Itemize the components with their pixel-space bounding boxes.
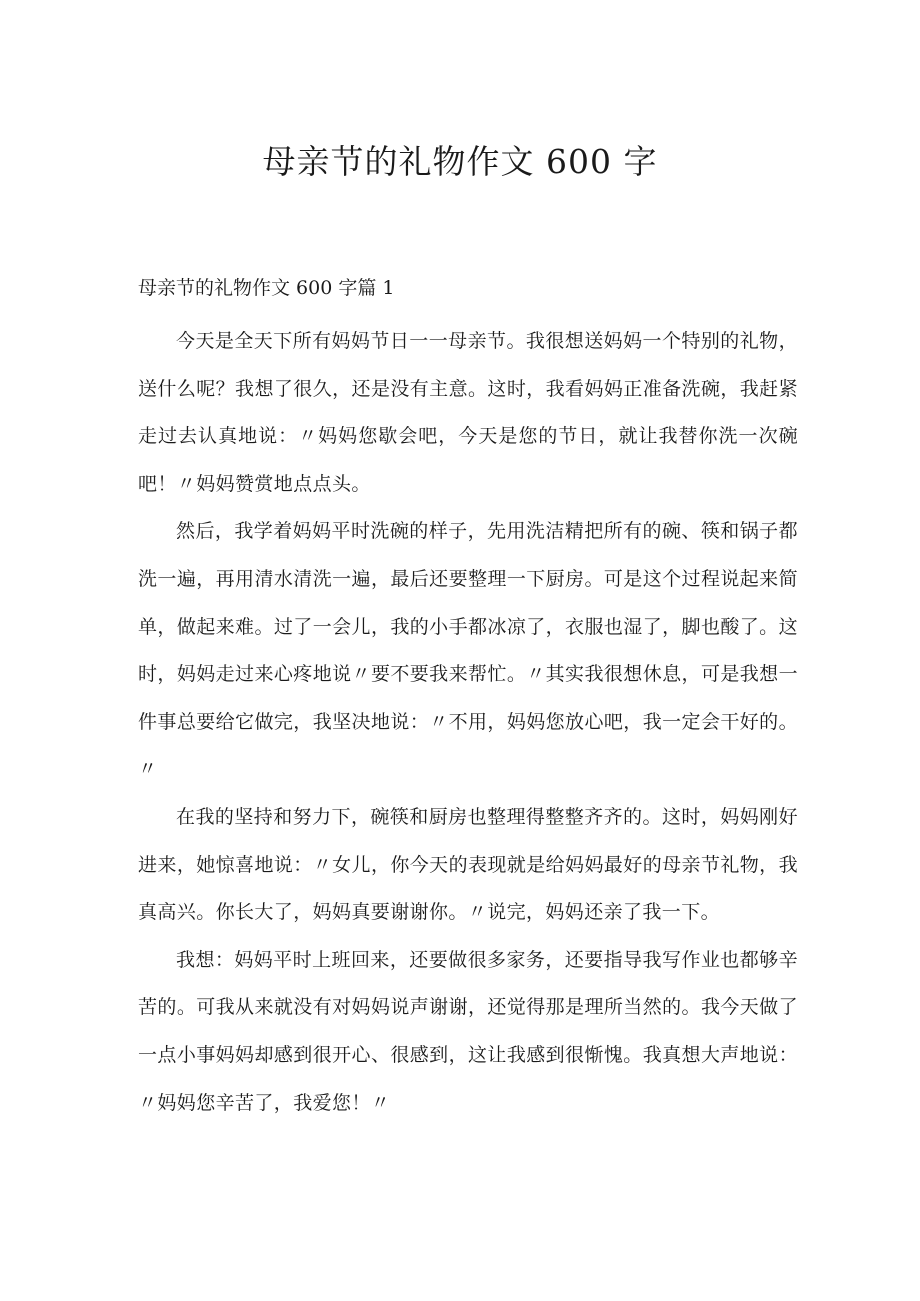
paragraph-2: 然后，我学着妈妈平时洗碗的样子，先用洗洁精把所有的碗、筷和锅子都洗一遍，再用清水清洗一遍，最后还要整理一下厨房。可是这个过程说起来简单，做起来难。过了一会儿，我的小手都冰凉了，衣服也湿了，脚也酸了。这时，妈妈走过来心疼地说〃要不要我来帮忙。〃其实我很想休息，可是我想一件事总要给它做完，我坚决地说：〃不用，妈妈您放心吧，我一定会干好的。〃 [138, 520, 798, 781]
paragraph-1: 今天是全天下所有妈妈节日一一母亲节。我很想送妈妈一个特别的礼物，送什么呢？我想了很久，还是没有主意。这时，我看妈妈正准备洗碗，我赶紧走过去认真地说：〃妈妈您歇会吧，今天是您的节日，就让我替你洗一次碗吧！〃妈妈赞赏地点点头。 [138, 330, 798, 495]
paragraph-3: 在我的坚持和努力下，碗筷和厨房也整理得整整齐齐的。这时，妈妈刚好进来，她惊喜地说：〃女儿，你今天的表现就是给妈妈最好的母亲节礼物，我真高兴。你长大了，妈妈真要谢谢你。〃说完，妈妈还亲了我一下。 [138, 805, 798, 924]
essay-body [138, 318, 798, 1127]
document-title: 母亲节的礼物作文 600 字 [262, 142, 658, 181]
section-heading: 母亲节的礼物作文 600 字篇 1 [138, 277, 395, 299]
paragraph-4: 我想：妈妈平时上班回来，还要做很多家务，还要指导我写作业也都够辛苦的。可我从来就没有对妈妈说声谢谢，还觉得那是理所当然的。我今天做了一点小事妈妈却感到很开心、很感到，这让我感到很惭愧。我真想大声地说：〃妈妈您辛苦了，我爱您！〃 [138, 948, 798, 1114]
